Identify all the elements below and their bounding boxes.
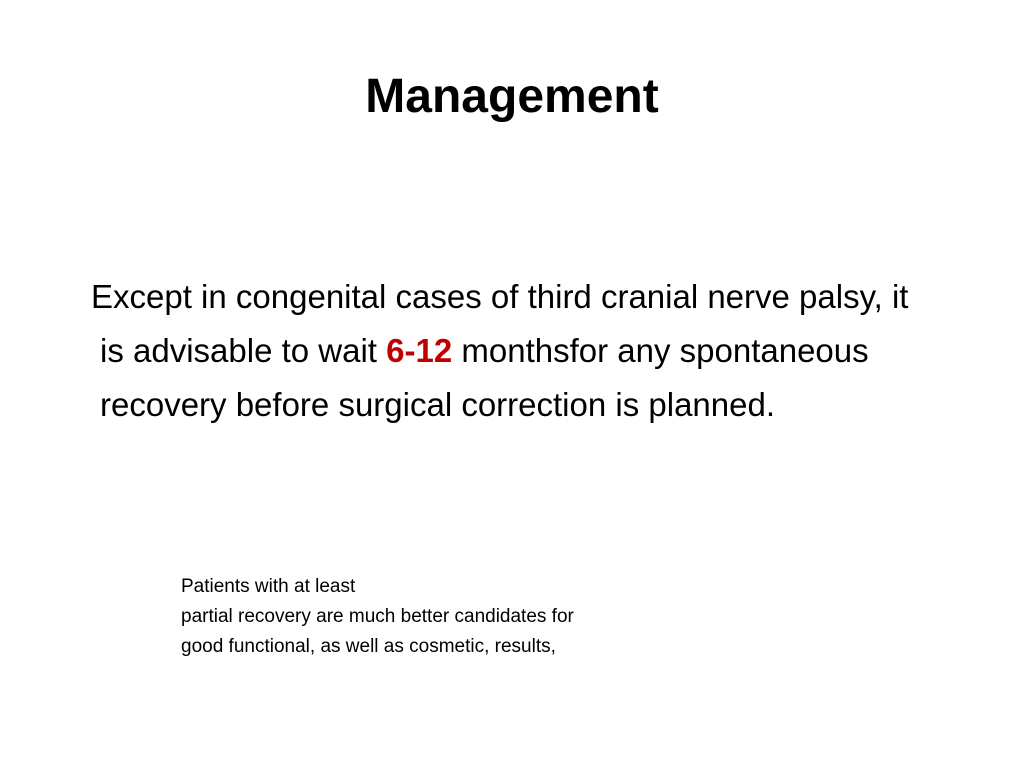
note-text [181,572,741,662]
body-paragraph [91,270,940,432]
note-line: Patients with at least [181,576,356,597]
body-text-after: monthsfor any spontaneous recovery before surgical correction is planned. [100,332,869,423]
slide-title: Management [365,70,659,123]
highlighted-duration: 6-12 [386,332,453,369]
note-line: good functional, as well as cosmetic, results, [181,636,556,657]
body-text-before: Except in congenital cases of third cranial nerve palsy, it is advisable to wait [91,278,909,369]
note-line: partial recovery are much better candidates for [181,606,574,627]
